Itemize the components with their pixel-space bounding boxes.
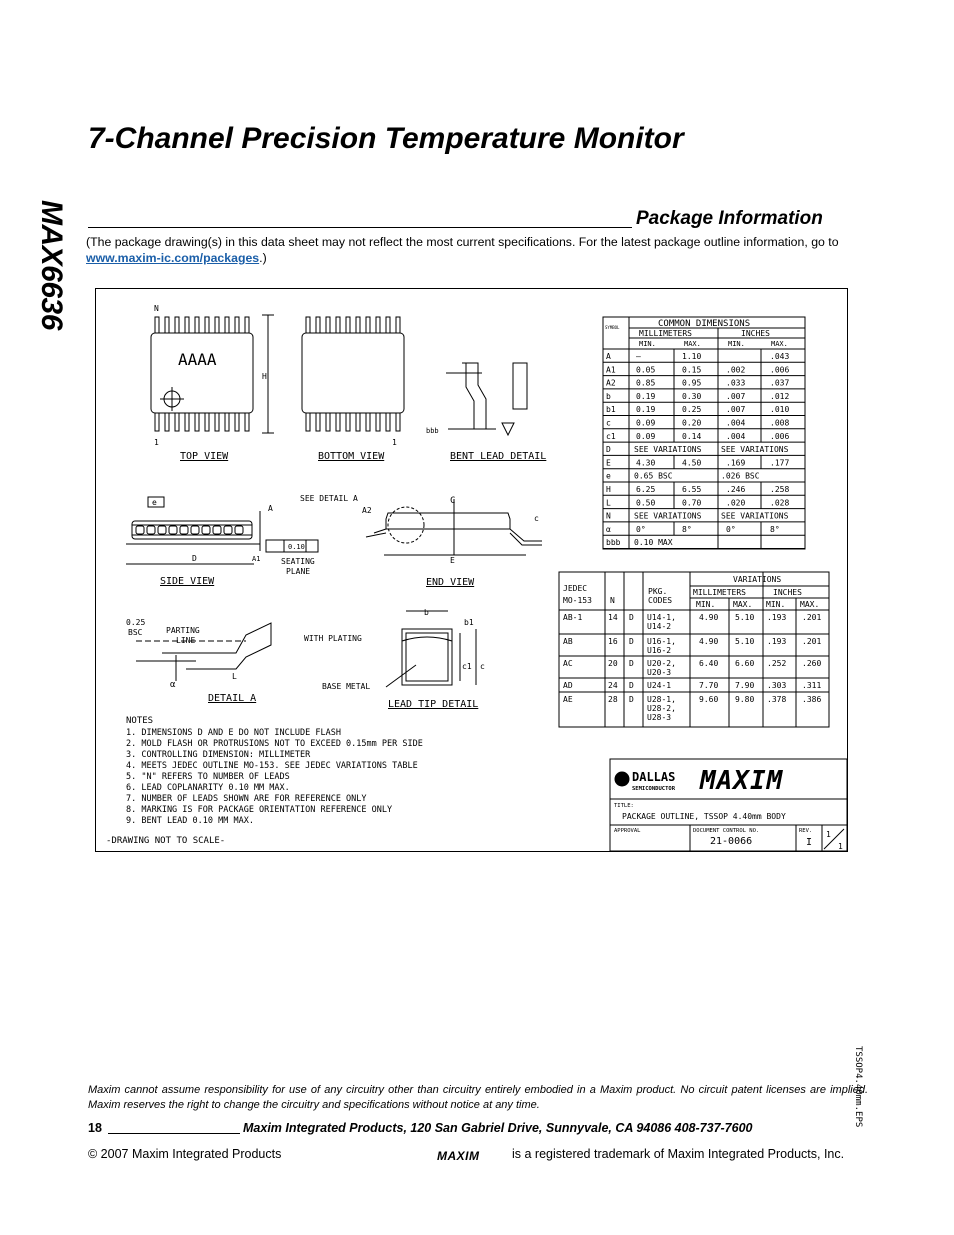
disclaimer: Maxim cannot assume responsibility for use of any circuitry other than circuitry entirely embodied in a Maxim product. No circuit patent licenses are implied. Maxim reserves the right to change the circuitry and specifications without notice at any time. [88, 1084, 868, 1111]
var-mm-min: 9.60 [699, 695, 719, 704]
var-minmax: MIN. [766, 600, 786, 609]
dallas-logo: DALLAS [632, 770, 676, 784]
common-mm-min: 0.85 [636, 378, 656, 388]
side-lead [202, 526, 210, 534]
lead-bottom [336, 413, 340, 431]
lead-bottom [366, 413, 370, 431]
var-code: U20-2, [647, 659, 676, 668]
common-symbol-header: SYMBOL [605, 325, 620, 330]
end-view-label: END VIEW [426, 577, 475, 588]
common-mm-span: SEE VARIATIONS [634, 445, 702, 455]
common-mm-header: MILLIMETERS [639, 329, 692, 338]
var-in-header: INCHES [773, 588, 802, 597]
var-mm-min: 4.90 [699, 613, 719, 622]
var-mm-max: 9.80 [735, 695, 755, 704]
var-mm-min: 6.40 [699, 659, 719, 668]
common-mm-max: 0.30 [682, 391, 702, 401]
common-in-max: .043 [770, 352, 790, 361]
trademark-text: is a registered trademark of Maxim Integrated Products, Inc. [512, 1147, 845, 1161]
marking-text: AAAA [178, 350, 217, 369]
common-mm-span: 0.10 MAX [634, 538, 673, 548]
note-line: 7. NUMBER OF LEADS SHOWN ARE FOR REFERENCE ONLY [126, 794, 367, 804]
common-mm-min: 0.19 [636, 405, 656, 415]
centerline-label: C [450, 496, 456, 506]
var-n: 14 [608, 613, 618, 622]
var-mm-min: 4.90 [699, 637, 719, 646]
dim-e-upper-label: E [450, 556, 455, 565]
footer-address: Maxim Integrated Products, 120 San Gabriel Drive, Sunnyvale, CA 94086 408-737-7600 [243, 1121, 753, 1135]
common-in-max: 8° [770, 524, 780, 534]
side-lead [235, 526, 243, 534]
parting-line-2: LINE [176, 636, 196, 645]
var-d: D [629, 695, 634, 704]
lead-bottom [155, 413, 159, 431]
common-mm-max: 0.20 [682, 418, 702, 428]
lead-bottom [175, 413, 179, 431]
dim-e-label: e [152, 498, 157, 507]
common-dimensions-table [603, 317, 805, 549]
var-code: U24-1 [647, 681, 672, 690]
var-code: U14-1, [647, 613, 676, 622]
side-lead [147, 526, 155, 534]
side-lead [158, 526, 166, 534]
var-n: 24 [608, 681, 618, 690]
common-symbol: bbb [606, 538, 621, 548]
intro-text: (The package drawing(s) in this data sheet may not reflect the most current specifications. For the latest package outline information, go to [86, 235, 839, 249]
dim-b-label: b [424, 608, 429, 617]
variations-table [559, 572, 829, 727]
lead-top [165, 317, 169, 333]
packages-link[interactable]: www.maxim-ic.com/packages [86, 251, 260, 265]
common-symbol: E [606, 458, 611, 468]
common-mm-span: 0.65 BSC [634, 471, 673, 481]
var-minmax: MIN. [696, 600, 716, 609]
side-lead [136, 526, 144, 534]
var-n: 16 [608, 637, 618, 646]
lead-bottom [306, 413, 310, 431]
doc-control-label: DOCUMENT CONTROL NO. [693, 828, 760, 834]
lead-bottom [386, 413, 390, 431]
var-n: 20 [608, 659, 618, 668]
lead-top [306, 317, 310, 333]
seating-plane-1: SEATING [281, 557, 315, 566]
pin-1-label: 1 [154, 438, 159, 447]
lead-bottom [316, 413, 320, 431]
lead-top [356, 317, 360, 333]
rev-value: I [806, 837, 813, 848]
side-lead [180, 526, 188, 534]
lead-bottom [396, 413, 400, 431]
var-pkg-1: PKG. [648, 587, 668, 596]
common-symbol: A [606, 352, 611, 361]
lead-bottom [346, 413, 350, 431]
title-label: TITLE: [614, 803, 634, 809]
var-in-min: .378 [767, 695, 787, 704]
lead-top [205, 317, 209, 333]
footer-rule [108, 1133, 240, 1134]
var-in-max: .311 [802, 681, 822, 690]
common-mm-min: 4.30 [636, 458, 656, 468]
bottom-pin-1-label: 1 [392, 438, 397, 447]
var-code: U14-2 [647, 622, 672, 631]
common-in-max: .028 [770, 498, 790, 508]
base-metal-label: BASE METAL [322, 682, 371, 691]
lead-top [175, 317, 179, 333]
common-in-max: .006 [770, 431, 790, 441]
title-value: PACKAGE OUTLINE, TSSOP 4.40mm BODY [622, 812, 786, 821]
dim-c-label: c [534, 514, 539, 523]
var-in-max: .260 [802, 659, 822, 668]
common-in-max: .177 [770, 458, 790, 468]
var-minmax: MAX. [733, 600, 753, 609]
bottom-view-drawing [302, 333, 404, 413]
lead-bottom [205, 413, 209, 431]
common-mm-min: 0.09 [636, 418, 656, 428]
common-mm-max: 0.15 [682, 365, 702, 375]
common-symbol: α [606, 524, 611, 534]
common-mm-min: 0.19 [636, 391, 656, 401]
lead-tip-label: LEAD TIP DETAIL [388, 699, 479, 710]
var-code: U28-2, [647, 704, 676, 713]
var-jedec: AC [563, 659, 573, 668]
parting-line-1: PARTING [166, 626, 200, 635]
var-code: U28-1, [647, 695, 676, 704]
var-jedec: AB-1 [563, 613, 583, 622]
section-rule [88, 227, 632, 228]
top-view-label: TOP VIEW [180, 451, 229, 462]
side-lead [191, 526, 199, 534]
var-minmax: MAX. [800, 600, 820, 609]
intro-text-end: .) [259, 251, 267, 265]
file-name: TSSOP4.40mm.EPS [853, 1046, 863, 1128]
side-part-number: MAX6636 [35, 200, 68, 330]
common-in-min: .004 [726, 418, 746, 428]
lead-bottom [225, 413, 229, 431]
common-mm-max: 0.70 [682, 498, 702, 508]
common-mm-min: 0.09 [636, 431, 656, 441]
var-pkg-2: CODES [648, 596, 673, 605]
sheet-total: 1 [838, 842, 843, 851]
var-jedec: AB [563, 637, 573, 646]
lead-top [316, 317, 320, 333]
var-d: D [629, 637, 634, 646]
note-line: 6. LEAD COPLANARITY 0.10 MM MAX. [126, 783, 290, 793]
side-lead [169, 526, 177, 534]
var-in-min: .193 [767, 637, 787, 646]
dim-h-label: H [262, 372, 267, 381]
common-symbol: N [606, 511, 611, 521]
alpha-label: α [170, 680, 176, 690]
common-in-min: .169 [726, 458, 746, 468]
common-mm-max: 0.14 [682, 431, 702, 441]
dim-a-label: A [268, 504, 273, 513]
see-detail-a: SEE DETAIL A [300, 494, 358, 503]
var-code: U28-3 [647, 713, 672, 722]
end-view-drawing [366, 499, 542, 555]
common-symbol: A1 [606, 365, 616, 375]
lead-top [346, 317, 350, 333]
common-symbol: A2 [606, 378, 616, 388]
common-symbol: H [606, 485, 611, 494]
common-mm-span: SEE VARIATIONS [634, 511, 702, 521]
lead-top [155, 317, 159, 333]
note-line: 3. CONTROLLING DIMENSION: MILLIMETER [126, 750, 311, 760]
common-in-max: .258 [770, 485, 790, 494]
lead-bottom [376, 413, 380, 431]
note-line: 4. MEETS JEDEC OUTLINE MO-153. SEE JEDEC VARIATIONS TABLE [126, 761, 418, 771]
lead-bottom [165, 413, 169, 431]
lead-top [195, 317, 199, 333]
approval-label: APPROVAL [614, 828, 641, 834]
common-symbol: c [606, 418, 611, 428]
common-in-min: .007 [726, 405, 746, 415]
side-view-label: SIDE VIEW [160, 576, 215, 587]
dim-l-label: L [232, 672, 237, 681]
doc-control-value: 21-0066 [710, 836, 753, 847]
var-in-min: .252 [767, 659, 787, 668]
dim-c-small-label: c [480, 662, 485, 671]
common-minmax: MAX. [684, 340, 701, 348]
common-mm-min: 0.50 [636, 498, 656, 508]
notes-list [126, 728, 423, 826]
common-in-min: .020 [726, 498, 746, 508]
bent-lead-label: BENT LEAD DETAIL [450, 451, 547, 462]
bottom-view-label: BOTTOM VIEW [318, 451, 385, 462]
lead-bottom [215, 413, 219, 431]
lead-top [396, 317, 400, 333]
lead-bottom [245, 413, 249, 431]
common-symbol: c1 [606, 431, 616, 441]
lead-top [235, 317, 239, 333]
seating-plane-2: PLANE [286, 567, 311, 576]
lead-top [225, 317, 229, 333]
common-mm-max: 8° [682, 524, 692, 534]
bent-lead-drawing [446, 363, 527, 435]
common-mm-min: 0.05 [636, 365, 656, 375]
rev-label: REV. [799, 828, 813, 834]
common-in-min: .007 [726, 391, 746, 401]
var-mm-header: MILLIMETERS [693, 588, 746, 597]
page-number: 18 [88, 1121, 102, 1135]
var-code: U20-3 [647, 668, 672, 677]
var-code: U16-2 [647, 646, 672, 655]
var-n: 28 [608, 695, 618, 704]
maxim-logo: MAXIM [700, 766, 784, 796]
bsc-value: 0.25 [126, 618, 146, 627]
common-symbol: e [606, 471, 611, 481]
var-mm-max: 6.60 [735, 659, 755, 668]
common-in-min: 0° [726, 524, 736, 534]
common-mm-max: 0.25 [682, 405, 702, 415]
lead-tip-drawing [386, 611, 476, 687]
var-mm-max: 5.10 [735, 613, 755, 622]
common-in-max: .008 [770, 418, 790, 428]
bbb-label: bbb [426, 427, 439, 435]
note-line: 5. "N" REFERS TO NUMBER OF LEADS [126, 772, 290, 782]
var-in-min: .193 [767, 613, 787, 622]
var-in-min: .303 [767, 681, 787, 690]
side-lead [213, 526, 221, 534]
note-line: 8. MARKING IS FOR PACKAGE ORIENTATION REFERENCE ONLY [126, 805, 393, 815]
var-code: U16-1, [647, 637, 676, 646]
var-d: D [629, 659, 634, 668]
var-in-max: .201 [802, 637, 822, 646]
intro-paragraph [86, 234, 866, 266]
pin-n-label: N [154, 304, 159, 313]
var-d: D [629, 613, 634, 622]
common-symbol: b [606, 391, 611, 401]
section-heading: Package Information [636, 208, 823, 229]
lead-top [245, 317, 249, 333]
dim-a1-label: A1 [252, 555, 261, 563]
copyright: © 2007 Maxim Integrated Products [88, 1147, 282, 1161]
common-minmax: MAX. [771, 340, 788, 348]
common-in-span: SEE VARIATIONS [721, 445, 789, 455]
lead-bottom [356, 413, 360, 431]
bsc-label: BSC [128, 628, 143, 637]
side-lead [224, 526, 232, 534]
lead-top [386, 317, 390, 333]
common-mm-min: — [636, 352, 641, 361]
semiconductor-logo: SEMICONDUCTOR [632, 786, 676, 792]
dim-a2-label: A2 [362, 506, 372, 515]
lead-bottom [326, 413, 330, 431]
common-in-max: .012 [770, 391, 790, 401]
common-mm-max: 4.50 [682, 458, 702, 468]
var-in-max: .386 [802, 695, 822, 704]
dim-b1-label: b1 [464, 618, 474, 627]
notes-title: NOTES [126, 716, 154, 726]
lead-top [366, 317, 370, 333]
common-in-span: SEE VARIATIONS [721, 511, 789, 521]
common-minmax: MIN. [639, 340, 656, 348]
note-line: 9. BENT LEAD 0.10 MM MAX. [126, 816, 254, 826]
common-mm-max: 1.10 [682, 352, 702, 361]
lead-top [215, 317, 219, 333]
common-in-max: .010 [770, 405, 790, 415]
maxim-trademark-logo: MAXIM [437, 1149, 480, 1163]
var-mm-max: 7.90 [735, 681, 755, 690]
not-to-scale: -DRAWING NOT TO SCALE- [106, 836, 226, 846]
common-symbol: b1 [606, 405, 616, 415]
common-in-max: .037 [770, 378, 790, 388]
sheet-number: 1 [826, 830, 831, 839]
common-mm-min: 0° [636, 524, 646, 534]
note-line: 1. DIMENSIONS D AND E DO NOT INCLUDE FLASH [126, 728, 341, 738]
dim-d-label: D [192, 554, 197, 563]
flatness-value: 0.10 [288, 543, 305, 551]
common-symbol: L [606, 498, 611, 508]
common-mm-max: 6.55 [682, 485, 702, 494]
note-line: 2. MOLD FLASH OR PROTRUSIONS NOT TO EXCEED 0.15mm PER SIDE [126, 739, 423, 749]
detail-a-label: DETAIL A [208, 693, 257, 704]
common-in-min: .002 [726, 365, 746, 375]
var-title: VARIATIONS [733, 575, 782, 584]
lead-top [336, 317, 340, 333]
common-in-min: .246 [726, 485, 746, 494]
with-plating-label: WITH PLATING [304, 634, 362, 643]
common-in-max: .006 [770, 365, 790, 375]
dim-c1-label: c1 [462, 662, 472, 671]
common-in-min: .033 [726, 378, 746, 388]
common-title: COMMON DIMENSIONS [658, 319, 751, 329]
lead-bottom [195, 413, 199, 431]
var-jedec-2: MO-153 [563, 596, 592, 605]
var-jedec: AE [563, 695, 573, 704]
var-mm-min: 7.70 [699, 681, 719, 690]
page-title: 7-Channel Precision Temperature Monitor [88, 122, 684, 155]
common-mm-max: 0.95 [682, 378, 702, 388]
lead-bottom [185, 413, 189, 431]
common-in-header: INCHES [741, 329, 770, 338]
var-d: D [629, 681, 634, 690]
var-mm-max: 5.10 [735, 637, 755, 646]
common-mm-min: 6.25 [636, 485, 656, 494]
common-symbol: D [606, 445, 611, 455]
common-in-span: .026 BSC [721, 471, 760, 481]
lead-top [376, 317, 380, 333]
var-jedec-1: JEDEC [563, 584, 588, 593]
var-in-max: .201 [802, 613, 822, 622]
lead-top [185, 317, 189, 333]
common-in-min: .004 [726, 431, 746, 441]
lead-bottom [235, 413, 239, 431]
common-minmax: MIN. [728, 340, 745, 348]
var-jedec: AD [563, 681, 573, 690]
lead-top [326, 317, 330, 333]
detail-a-drawing [136, 623, 271, 681]
var-n-header: N [610, 596, 615, 605]
